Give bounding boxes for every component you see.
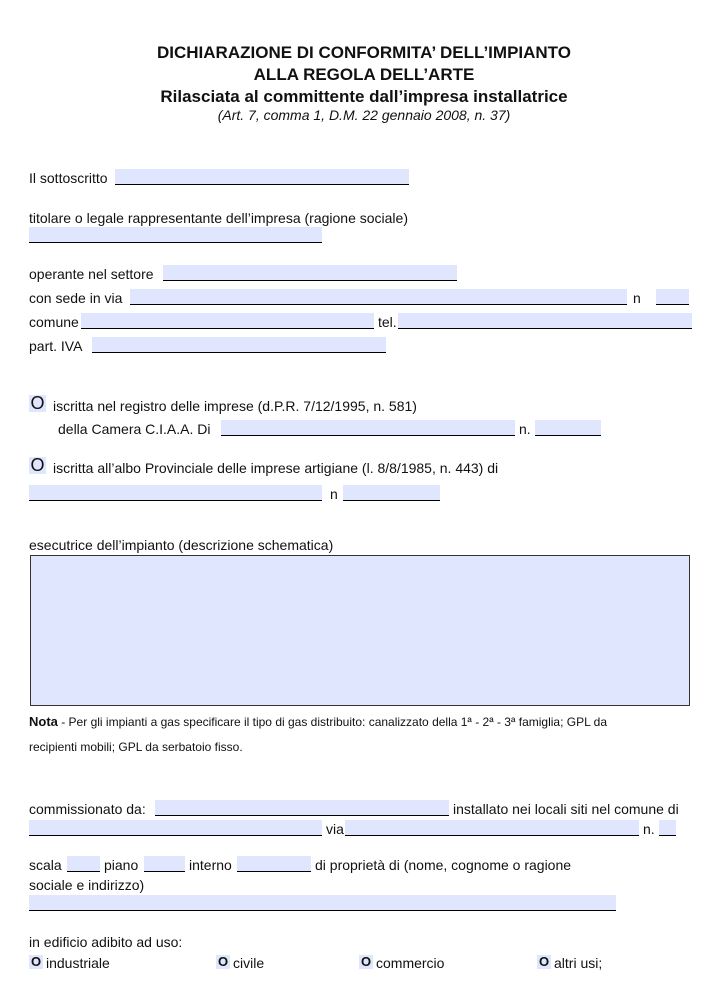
label-commissionato: commissionato da: — [29, 801, 146, 817]
tel-field[interactable] — [398, 313, 692, 329]
installato-via-field[interactable] — [345, 820, 639, 836]
camera-numero-field[interactable] — [535, 420, 601, 436]
nota-line1 — [29, 714, 607, 730]
albo-provincia-field[interactable] — [29, 485, 322, 501]
label-sede: con sede in via — [29, 290, 123, 306]
proprietario-field[interactable] — [29, 895, 616, 911]
installato-numero-field[interactable] — [659, 820, 676, 836]
label-piano: piano — [104, 857, 139, 873]
form-subtitle-bold: Rilasciata al committente dall’impresa installatrice — [160, 87, 568, 106]
label-iva: part. IVA — [29, 338, 83, 354]
albo-radio[interactable]: O — [30, 455, 45, 475]
label-titolare: titolare o legale rappresentante dell’impresa (ragione sociale) — [29, 210, 408, 226]
ragione-sociale-field[interactable] — [29, 227, 322, 243]
label-commercio: commercio — [376, 955, 445, 971]
label-proprieta: di proprietà di (nome, cognome o ragione — [315, 857, 572, 873]
installato-comune-field[interactable] — [29, 820, 322, 836]
label-scala: scala — [29, 857, 62, 873]
sede-numero-field[interactable] — [656, 289, 689, 305]
form-legal-reference: (Art. 7, comma 1, D.M. 22 gennaio 2008, n. 37) — [217, 107, 511, 123]
label-camera-numero: n. — [519, 421, 531, 437]
label-registro: iscritta nel registro delle imprese (d.P.R. 7/12/1995, n. 581) — [53, 398, 417, 414]
form-title-line2: ALLA REGOLA DELL’ARTE — [253, 65, 475, 84]
nota-line2: recipienti mobili; GPL da serbatoio fisso. — [29, 740, 243, 754]
label-esecutrice: esecutrice dell’impianto (descrizione schematica) — [29, 537, 334, 553]
registro-radio[interactable]: O — [30, 393, 45, 413]
label-via: via — [326, 821, 344, 837]
label-installato-numero: n. — [643, 821, 655, 837]
interno-field[interactable] — [237, 856, 311, 872]
scala-field[interactable] — [67, 856, 100, 872]
settore-field[interactable] — [163, 265, 457, 281]
form-title: DICHIARAZIONE DI CONFORMITA’ DELL’IMPIANTO — [157, 43, 571, 62]
label-numero: n — [633, 290, 641, 306]
nota-label: Nota — [29, 714, 58, 729]
iva-field[interactable] — [92, 337, 386, 353]
label-civile: civile — [233, 955, 265, 971]
comune-field[interactable] — [81, 313, 374, 329]
label-interno: interno — [189, 857, 232, 873]
descrizione-impianto-textarea[interactable] — [30, 555, 690, 706]
label-sottoscritto: Il sottoscritto — [29, 170, 108, 186]
label-installato: installato nei locali siti nel comune di — [453, 801, 679, 817]
commissionato-field[interactable] — [155, 800, 449, 816]
sottoscritto-field[interactable] — [115, 169, 409, 185]
label-albo: iscritta all’albo Provinciale delle imprese artigiane (l. 8/8/1985, n. 443) di — [53, 460, 499, 476]
label-altri: altri usi; — [554, 955, 603, 971]
sede-via-field[interactable] — [130, 289, 627, 305]
label-industriale: industriale — [46, 955, 110, 971]
uso-industriale-radio[interactable]: O — [30, 954, 42, 969]
label-edificio: in edificio adibito ad uso: — [29, 934, 183, 950]
nota-text: - Per gli impianti a gas specificare il tipo di gas distribuito: canalizzato della 1ª - 2ª - 3ª famiglia; GPL da — [57, 715, 608, 729]
label-tel: tel. — [378, 314, 397, 330]
uso-commercio-radio[interactable]: O — [360, 954, 372, 969]
label-settore: operante nel settore — [29, 266, 154, 282]
label-comune: comune — [29, 314, 79, 330]
uso-civile-radio[interactable]: O — [217, 954, 229, 969]
label-albo-numero: n — [330, 486, 338, 502]
label-camera: della Camera C.I.A.A. Di — [58, 421, 211, 437]
camera-field[interactable] — [221, 420, 515, 436]
label-sociale: sociale e indirizzo) — [29, 877, 145, 893]
albo-numero-field[interactable] — [343, 485, 440, 501]
uso-altri-radio[interactable]: O — [538, 954, 550, 969]
piano-field[interactable] — [144, 856, 185, 872]
